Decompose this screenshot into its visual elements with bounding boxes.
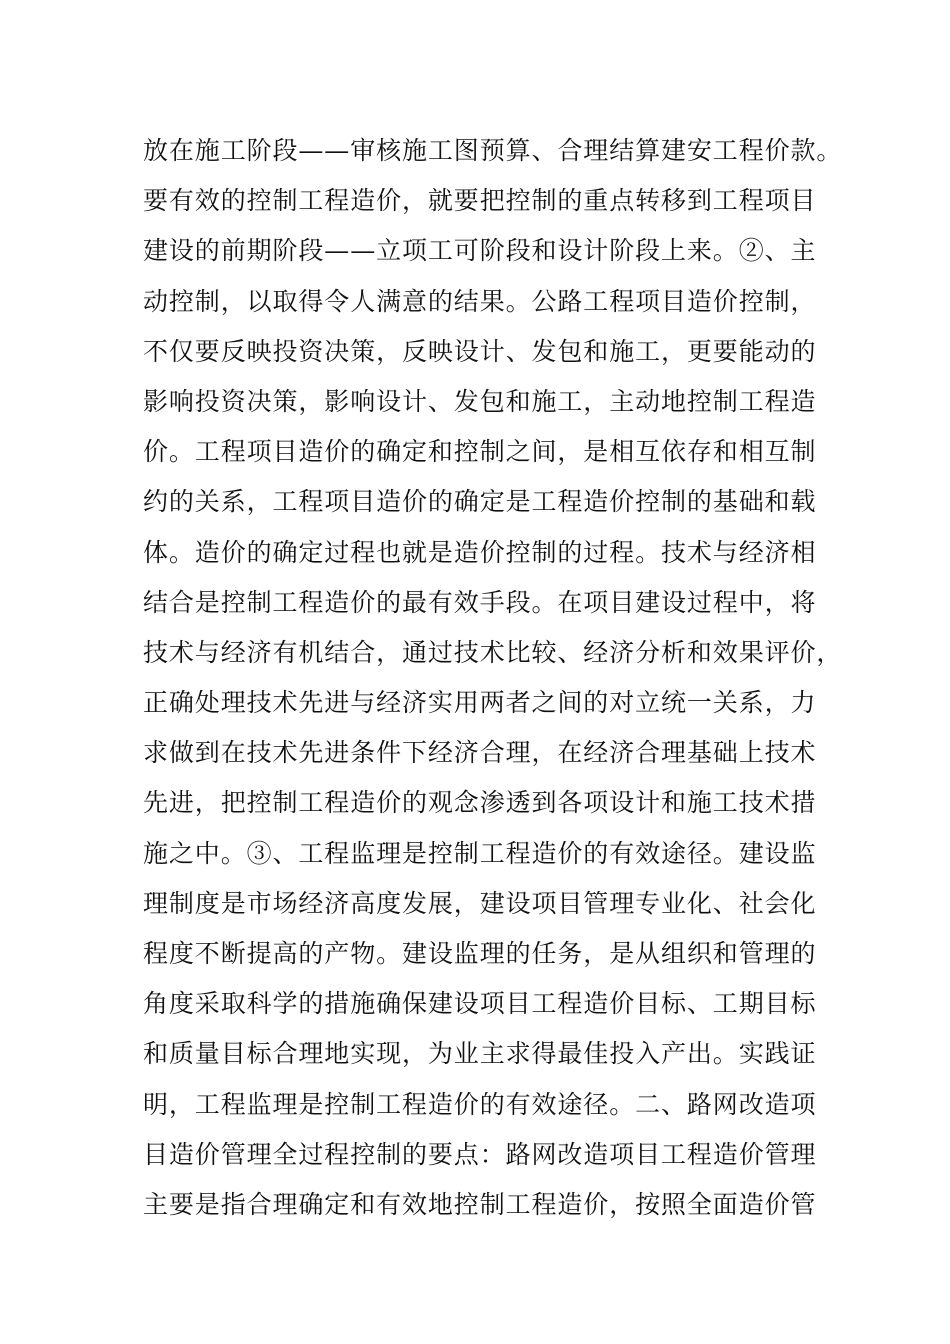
text-line-10: 结合是控制工程造价的最有效手段。在项目建设过程中，将	[143, 587, 817, 617]
text-line-13: 求做到在技术先进条件下经济合理，在经济合理基础上技术	[143, 738, 817, 768]
text-line-14: 先进，把控制工程造价的观念渗透到各项设计和施工技术措	[143, 788, 817, 818]
text-line-17: 程度不断提高的产物。建设监理的任务，是从组织和管理的	[143, 939, 817, 968]
text-line-7: 价。工程项目造价的确定和控制之间，是相互依存和相互制	[143, 437, 817, 467]
text-line-2: 要有效的控制工程造价，就要把控制的重点转移到工程项目	[143, 186, 817, 216]
text-line-5: 不仅要反映投资决策，反映设计、发包和施工，更要能动的	[143, 336, 817, 366]
text-line-6: 影响投资决策，影响设计、发包和施工，主动地控制工程造	[143, 386, 817, 416]
text-line-20: 明，工程监理是控制工程造价的有效途径。二、路网改造项	[143, 1089, 817, 1119]
body-text	[143, 126, 843, 1230]
text-line-16: 理制度是市场经济高度发展，建设项目管理专业化、社会化	[143, 888, 817, 918]
text-line-19: 和质量目标合理地实现，为业主求得最佳投入产出。实践证	[143, 1039, 817, 1069]
text-line-12: 正确处理技术先进与经济实用两者之间的对立统一关系，力	[143, 688, 817, 718]
text-line-8: 约的关系，工程项目造价的确定是工程造价控制的基础和载	[143, 487, 817, 517]
text-line-4: 动控制，以取得令人满意的结果。公路工程项目造价控制，	[143, 286, 817, 316]
text-line-21: 目造价管理全过程控制的要点：路网改造项目工程造价管理	[143, 1139, 817, 1169]
text-line-3: 建设的前期阶段——立项工可阶段和设计阶段上来。②、主	[143, 236, 817, 266]
text-line-18: 角度采取科学的措施确保建设项目工程造价目标、工期目标	[143, 989, 817, 1019]
text-line-1: 放在施工阶段——审核施工图预算、合理结算建安工程价款。	[143, 136, 843, 165]
text-line-11: 技术与经济有机结合，通过技术比较、经济分析和效果评价，	[143, 637, 843, 667]
text-line-9: 体。造价的确定过程也就是造价控制的过程。技术与经济相	[143, 537, 817, 567]
text-line-22: 主要是指合理确定和有效地控制工程造价，按照全面造价管	[143, 1189, 817, 1219]
text-line-15: 施之中。③、工程监理是控制工程造价的有效途径。建设监	[143, 838, 817, 868]
